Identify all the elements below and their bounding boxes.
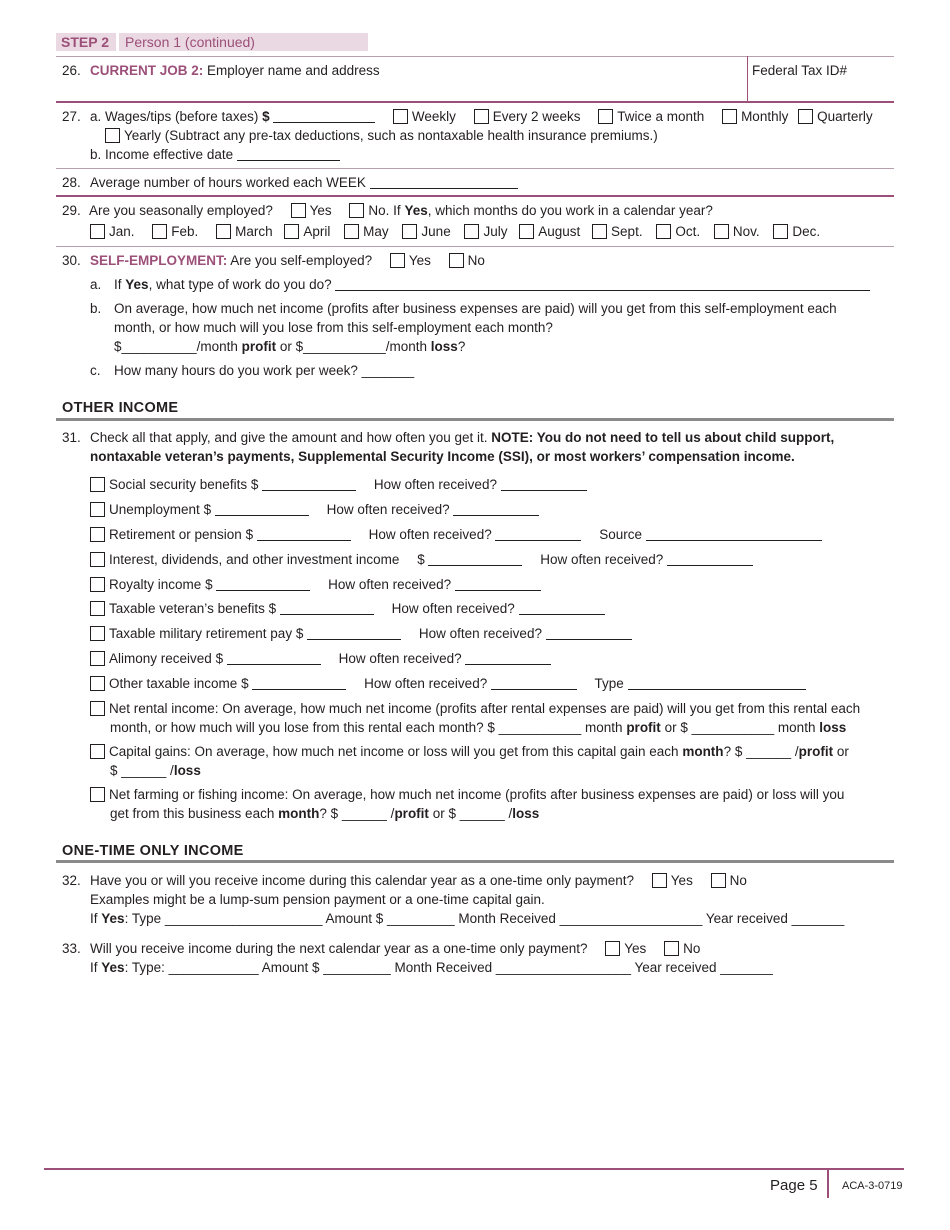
q26-number: 26. xyxy=(62,63,81,78)
q26-text: Employer name and address xyxy=(207,63,380,78)
farming-line2 xyxy=(110,805,539,823)
income-unemployment-row xyxy=(90,501,539,519)
royalty-frequency[interactable] xyxy=(455,577,541,591)
dollar-sign: $ xyxy=(215,651,224,666)
farming-month: month xyxy=(278,806,320,821)
month-may-checkbox[interactable] xyxy=(344,224,359,239)
divider xyxy=(56,168,894,169)
how-often-label: How often received? xyxy=(391,601,515,616)
dollar-sign: $ xyxy=(205,577,213,592)
q33-question: Will you receive income during the next calendar year as a one-time only payment? xyxy=(90,941,588,956)
capital-gains-loss-label: loss xyxy=(173,763,201,778)
wages-amount-field[interactable] xyxy=(273,109,375,123)
seasonal-no-checkbox[interactable] xyxy=(349,203,364,218)
how-often-label: How often received? xyxy=(418,626,542,641)
q32-number: 32. xyxy=(62,873,81,888)
income-effective-date-field[interactable] xyxy=(237,147,340,161)
work-type-field[interactable] xyxy=(335,277,870,291)
other-taxable-label: Other taxable income xyxy=(109,676,238,691)
q30a-pre: If xyxy=(114,277,122,292)
rental-profit-field[interactable]: month, or how much will you lose from this rental each month? $ ___________ month xyxy=(110,720,623,735)
dollar-sign: $ xyxy=(203,502,212,517)
veteran-amount[interactable] xyxy=(280,601,374,615)
unemployment-amount[interactable] xyxy=(215,502,309,516)
dollar-sign: $ xyxy=(245,527,254,542)
income-royalty-row xyxy=(90,576,541,594)
month-june-label: June xyxy=(421,224,451,239)
retirement-amount[interactable] xyxy=(257,527,351,541)
q32-yes-checkbox[interactable] xyxy=(652,873,667,888)
self-employed-yes-label: Yes xyxy=(408,253,431,268)
form-code: ACA-3-0719 xyxy=(842,1180,903,1192)
q28-row xyxy=(90,174,518,192)
q30c-letter: c. xyxy=(90,363,101,378)
q33-number: 33. xyxy=(62,941,81,956)
months-row xyxy=(90,223,820,241)
step-separator xyxy=(116,33,119,51)
q33-if: If xyxy=(90,960,98,975)
weekly-checkbox[interactable] xyxy=(393,109,408,124)
weekly-label: Weekly xyxy=(411,109,456,124)
footer-divider xyxy=(44,1168,904,1170)
page-number xyxy=(770,1177,818,1194)
self-employed-no-label: No xyxy=(467,253,485,268)
q32-fields[interactable]: : Type _____________________ Amount $ _________ Month Received ___________________ Year received _______ xyxy=(124,911,845,926)
seasonal-tail: , which months do you work in a calendar year? xyxy=(427,203,713,218)
month-march-checkbox[interactable] xyxy=(216,224,231,239)
dollar-sign: $ xyxy=(262,109,270,124)
how-often-label: How often received? xyxy=(540,552,664,567)
alimony-label: Alimony received xyxy=(109,651,212,666)
q31-line1 xyxy=(90,429,834,447)
q32-no-label: No xyxy=(729,873,747,888)
q32-line3 xyxy=(90,910,844,928)
federal-tax-id-label: Federal Tax ID# xyxy=(752,63,848,78)
footer-separator xyxy=(827,1170,829,1198)
q32-no-checkbox[interactable] xyxy=(711,873,726,888)
one-time-income-heading: ONE-TIME ONLY INCOME xyxy=(62,843,244,859)
interest-label: Interest, dividends, and other investment income xyxy=(109,552,400,567)
income-other-row xyxy=(90,675,806,693)
q30c-text: How many hours do you work per week? _______ xyxy=(114,363,415,378)
month-sept-label: Sept. xyxy=(611,224,643,239)
q32-if-yes: Yes xyxy=(101,911,125,926)
royalty-amount[interactable] xyxy=(216,577,310,591)
how-often-label: How often received? xyxy=(328,577,452,592)
q31-note: NOTE: You do not need to tell us about child support, xyxy=(491,430,835,445)
social-security-label: Social security benefits xyxy=(109,477,248,492)
month-july-label: July xyxy=(483,224,508,239)
veteran-label: Taxable veteran’s benefits xyxy=(109,601,265,616)
page-label: Page xyxy=(770,1177,806,1194)
capital-gains-profit-label: profit xyxy=(798,744,834,759)
q33-no-label: No xyxy=(683,941,701,956)
every-2-weeks-checkbox[interactable] xyxy=(474,109,489,124)
q33-fields[interactable]: : Type: ____________ Amount $ _________ Month Received __________________ Year received _______ xyxy=(124,960,773,975)
q28-label: Average number of hours worked each WEEK xyxy=(90,175,366,190)
quarterly-label: Quarterly xyxy=(817,109,873,124)
rental-row-line1 xyxy=(90,700,860,718)
q30b-loss-label: loss xyxy=(430,339,458,354)
divider xyxy=(56,56,894,57)
veteran-frequency[interactable] xyxy=(519,601,605,615)
capital-gains-or: or xyxy=(836,744,849,759)
month-august-checkbox[interactable] xyxy=(519,224,534,239)
royalty-checkbox[interactable] xyxy=(90,577,105,592)
dollar-sign: $ xyxy=(250,477,259,492)
month-feb-checkbox[interactable] xyxy=(152,224,167,239)
farming-line1 xyxy=(90,786,844,804)
q30b-profit-label: profit xyxy=(241,339,277,354)
q30-number: 30. xyxy=(62,253,81,268)
q27-effective-date-row xyxy=(90,146,340,164)
q32-if: If xyxy=(90,911,98,926)
q32-question: Have you or will you receive income during this calendar year as a one-time only payment? xyxy=(90,873,635,888)
military-checkbox[interactable] xyxy=(90,626,105,641)
farming-text2: get from this business each xyxy=(110,806,275,821)
farming-text: Net farming or fishing income: On average, how much net income (profits after business expenses are paid) or loss will you xyxy=(109,787,845,802)
q30b-loss-field[interactable]: or $___________/month xyxy=(279,339,428,354)
month-jan-checkbox[interactable] xyxy=(90,224,105,239)
unemployment-frequency[interactable] xyxy=(453,502,539,516)
how-often-label: How often received? xyxy=(326,502,450,517)
retirement-checkbox[interactable] xyxy=(90,527,105,542)
capital-gains-checkbox[interactable] xyxy=(90,744,105,759)
capital-gains-profit-field[interactable]: ? $ ______ / xyxy=(723,744,799,759)
military-frequency[interactable] xyxy=(546,626,632,640)
month-nov-checkbox[interactable] xyxy=(714,224,729,239)
month-jan-label: Jan. xyxy=(109,224,135,239)
q29-number: 29. xyxy=(62,203,81,218)
month-april-checkbox[interactable] xyxy=(284,224,299,239)
alimony-checkbox[interactable] xyxy=(90,651,105,666)
month-june-checkbox[interactable] xyxy=(402,224,417,239)
seasonal-yes-label: Yes xyxy=(309,203,332,218)
rental-checkbox[interactable] xyxy=(90,701,105,716)
yearly-label: Yearly (Subtract any pre-tax deductions, such as nontaxable health insurance premiums.) xyxy=(124,128,658,143)
q31-intro: Check all that apply, and give the amount and how often you get it. xyxy=(90,430,488,445)
dollar-sign: $ xyxy=(417,552,425,567)
q30b-line1: On average, how much net income (profits after business expenses are paid) will you get from this self-employment each xyxy=(114,301,837,316)
capital-gains-month: month xyxy=(682,744,724,759)
q30b-line3 xyxy=(114,338,465,356)
monthly-checkbox[interactable] xyxy=(722,109,737,124)
q33-if-yes: Yes xyxy=(101,960,125,975)
capital-gains-line1 xyxy=(90,743,849,761)
royalty-label: Royalty income xyxy=(109,577,202,592)
other-taxable-frequency[interactable] xyxy=(491,676,577,690)
q30b-qmark: ? xyxy=(457,339,466,354)
month-july-checkbox[interactable] xyxy=(464,224,479,239)
retirement-label: Retirement or pension xyxy=(109,527,242,542)
q30a-post: , what type of work do you do? xyxy=(148,277,332,292)
q26-row xyxy=(90,62,380,80)
farming-checkbox[interactable] xyxy=(90,787,105,802)
section-divider xyxy=(56,418,894,421)
interest-checkbox[interactable] xyxy=(90,552,105,567)
seasonal-no-label: No. If xyxy=(368,203,401,218)
income-veteran-row xyxy=(90,600,605,618)
quarterly-checkbox[interactable] xyxy=(798,109,813,124)
q32-line1 xyxy=(90,872,747,890)
seasonal-yes-bold: Yes xyxy=(404,203,428,218)
divider xyxy=(56,246,894,247)
q33-line1 xyxy=(90,940,700,958)
month-feb-label: Feb. xyxy=(171,224,199,239)
q30b-profit-field[interactable]: $__________/month xyxy=(114,339,238,354)
retirement-source[interactable] xyxy=(646,527,822,541)
income-alimony-row xyxy=(90,650,551,668)
twice-a-month-checkbox[interactable] xyxy=(598,109,613,124)
q30b-line2: month, or how much will you lose from this self-employment each month? xyxy=(114,320,553,335)
farming-loss-label: loss xyxy=(512,806,540,821)
how-often-label: How often received? xyxy=(338,651,462,666)
seasonal-yes-checkbox[interactable] xyxy=(291,203,306,218)
step-title: Person 1 (continued) xyxy=(125,34,255,50)
farming-profit-field[interactable]: ? $ ______ / xyxy=(319,806,395,821)
q27-wages-row xyxy=(90,108,873,126)
q29-label: Are you seasonally employed? xyxy=(89,203,273,218)
income-social-security-row xyxy=(90,476,587,494)
farming-profit-label: profit xyxy=(394,806,429,821)
capital-gains-loss-field[interactable]: $ ______ / xyxy=(110,763,174,778)
q30a-letter: a. xyxy=(90,277,102,292)
rental-profit-label: profit xyxy=(626,720,661,735)
month-april-label: April xyxy=(303,224,331,239)
month-march-label: March xyxy=(235,224,273,239)
social-security-frequency[interactable] xyxy=(501,477,587,491)
month-oct-checkbox[interactable] xyxy=(656,224,671,239)
rental-line1: Net rental income: On average, how much net income (profits after rental expenses are paid) will you get from this rental each xyxy=(109,701,861,716)
unemployment-checkbox[interactable] xyxy=(90,502,105,517)
self-employed-no-checkbox[interactable] xyxy=(449,253,464,268)
retirement-frequency[interactable] xyxy=(495,527,581,541)
monthly-label: Monthly xyxy=(741,109,789,124)
q33-yes-checkbox[interactable] xyxy=(605,941,620,956)
income-interest-row xyxy=(90,551,753,569)
income-effective-date-label: b. Income effective date xyxy=(90,147,234,162)
dollar-sign: $ xyxy=(241,676,249,691)
divider xyxy=(56,195,894,197)
q31-number: 31. xyxy=(62,430,81,445)
month-oct-label: Oct. xyxy=(675,224,701,239)
dollar-sign: $ xyxy=(295,626,304,641)
how-often-label: How often received? xyxy=(368,527,492,542)
rental-loss-field[interactable]: or $ ___________ month xyxy=(664,720,816,735)
dollar-sign: $ xyxy=(268,601,277,616)
q30a-row xyxy=(114,276,870,294)
q26-label: CURRENT JOB 2: xyxy=(90,63,204,78)
interest-frequency[interactable] xyxy=(667,552,753,566)
page-num: 5 xyxy=(809,1177,818,1194)
social-security-checkbox[interactable] xyxy=(90,477,105,492)
income-retirement-row xyxy=(90,526,822,544)
q30-row xyxy=(90,252,485,270)
q30-question: Are you self-employed? xyxy=(230,253,373,268)
step-label: STEP 2 xyxy=(61,34,109,50)
section-divider xyxy=(56,860,894,863)
other-taxable-amount[interactable] xyxy=(252,676,346,690)
month-august-label: August xyxy=(538,224,581,239)
unemployment-label: Unemployment xyxy=(109,502,200,517)
alimony-frequency[interactable] xyxy=(465,651,551,665)
self-employment-label: SELF-EMPLOYMENT: xyxy=(90,253,228,268)
q29-row xyxy=(89,202,713,220)
month-nov-label: Nov. xyxy=(732,224,760,239)
military-label: Taxable military retirement pay xyxy=(109,626,293,641)
type-label: Type xyxy=(594,676,624,691)
q33-line2 xyxy=(90,959,773,977)
farming-loss-field[interactable]: or $ ______ / xyxy=(432,806,513,821)
yearly-checkbox[interactable] xyxy=(105,128,120,143)
rental-loss-label: loss xyxy=(819,720,847,735)
q32-yes-label: Yes xyxy=(670,873,693,888)
source-label: Source xyxy=(599,527,643,542)
military-amount[interactable] xyxy=(307,626,401,640)
q32-examples: Examples might be a lump-sum pension payment or a one-time capital gain. xyxy=(90,892,545,907)
hours-per-week-field[interactable] xyxy=(370,175,518,189)
alimony-amount[interactable] xyxy=(227,651,321,665)
other-income-heading: OTHER INCOME xyxy=(62,400,179,416)
social-security-amount[interactable] xyxy=(262,477,356,491)
twice-a-month-label: Twice a month xyxy=(617,109,705,124)
month-may-label: May xyxy=(363,224,389,239)
self-employed-yes-checkbox[interactable] xyxy=(390,253,405,268)
q33-yes-label: Yes xyxy=(624,941,647,956)
rental-row-line2 xyxy=(110,719,846,737)
every-2-weeks-label: Every 2 weeks xyxy=(492,109,581,124)
q30a-bold: Yes xyxy=(125,277,149,292)
q27-number: 27. xyxy=(62,109,81,124)
other-taxable-type[interactable] xyxy=(628,676,806,690)
q30b-letter: b. xyxy=(90,301,102,316)
q33-no-checkbox[interactable] xyxy=(664,941,679,956)
month-sept-checkbox[interactable] xyxy=(592,224,607,239)
how-often-label: How often received? xyxy=(373,477,497,492)
q31-note2: nontaxable veteran’s payments, Supplemental Security Income (SSI), or most workers’ compensation income. xyxy=(90,449,795,464)
how-often-label: How often received? xyxy=(364,676,488,691)
capital-gains-line2 xyxy=(110,762,201,780)
divider xyxy=(56,101,894,103)
month-dec-label: Dec. xyxy=(792,224,821,239)
q27-wages-label: a. Wages/tips (before taxes) xyxy=(90,109,259,124)
other-taxable-checkbox[interactable] xyxy=(90,676,105,691)
q26-divider xyxy=(747,56,748,102)
capital-gains-text: Capital gains: On average, how much net income or loss will you get from this capital gain each xyxy=(109,744,679,759)
q27-yearly-row xyxy=(105,127,658,145)
q28-number: 28. xyxy=(62,175,81,190)
month-dec-checkbox[interactable] xyxy=(773,224,788,239)
income-military-row xyxy=(90,625,632,643)
interest-amount[interactable] xyxy=(428,552,522,566)
veteran-checkbox[interactable] xyxy=(90,601,105,616)
